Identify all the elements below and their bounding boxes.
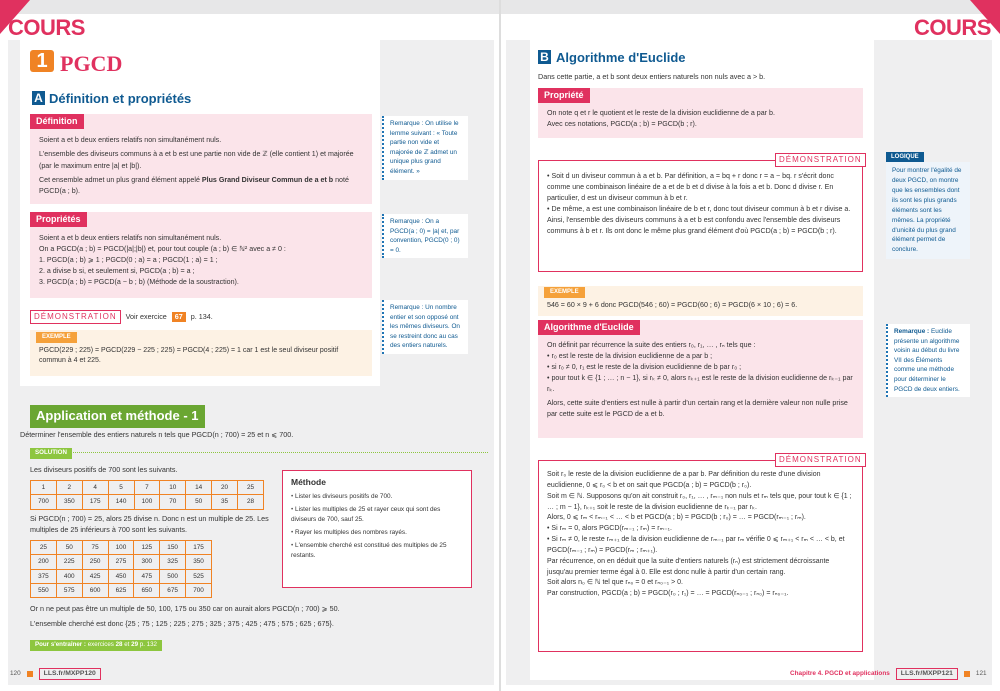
- table-cell: 350: [186, 555, 212, 569]
- algorithm-line-1: On définit par récurrence la suite des entiers r₀, r₁, … , rₙ tels que :: [547, 341, 756, 350]
- table-cell: 400: [56, 569, 82, 583]
- demo-text: Voir exercice: [125, 311, 167, 321]
- properties-heading: Propriétés: [30, 212, 87, 227]
- table-cell: 175: [186, 541, 212, 555]
- algorithm-bullet-2-text: si r₀ ≠ 0, r₁ est le reste de la division euclidienne de b par r₀ ;: [551, 363, 742, 372]
- table-cell: 525: [186, 569, 212, 583]
- example-right-box: [538, 286, 863, 316]
- table-cell: 10: [160, 481, 186, 495]
- table-cell: 500: [160, 569, 186, 583]
- demo1-text-3: Ainsi, l'ensemble des diviseurs communs à a et b est confondu avec l'ensemble des diviseurs communs à b et r. Ils ont donc le même plus grand élément d'où PGCD(a ; b) = PGCD(b ; r).: [547, 215, 841, 235]
- left-footer: [10, 668, 101, 680]
- cours-label-right: COURS: [914, 15, 991, 40]
- table-cell: 475: [134, 569, 160, 583]
- train-label: Pour s'entraîner :: [35, 641, 86, 648]
- train-exercises: exercices: [87, 641, 114, 648]
- definition-box: [30, 114, 372, 204]
- table-cell: 325: [160, 555, 186, 569]
- page-number-right: 121: [975, 670, 987, 678]
- table-cell: 125: [134, 541, 160, 555]
- remark-1: Remarque : On utilise le lemme suivant : « Toute partie non vide et majorée de ℤ admet un unique plus grand élément. »: [382, 116, 468, 180]
- algorithm-bullet-1-text: r₀ est le reste de la division euclidienne de a par b ;: [551, 352, 713, 361]
- logique-tag: LOGIQUE: [886, 152, 924, 163]
- table-cell: 425: [82, 569, 108, 583]
- table-cell: 2: [56, 481, 82, 495]
- remark-euclide: [886, 324, 970, 397]
- demo2-text-5: Si rₘ ≠ 0, le reste rₘ₊₁ de la division euclidienne de rₘ₋₁ par rₘ vérifie 0 ⩽ rₘ₊₁ < rₘ < … < b, et PGCD(rₘ₋₁ ; rₘ) = PGCD(rₘ ; rₘ₊₁).: [547, 536, 845, 554]
- demo-exercise-number[interactable]: 67: [172, 312, 186, 322]
- table-cell: 5: [108, 481, 134, 495]
- solution-line-4: L'ensemble cherché est donc {25 ; 75 ; 125 ; 225 ; 275 ; 325 ; 375 ; 425 ; 475 ; 575 ; 625 ; 675}.: [30, 619, 334, 628]
- methode-box: [282, 470, 472, 588]
- subsection-b-title: Algorithme d'Euclide: [556, 50, 686, 65]
- algorithm-box: [538, 320, 863, 438]
- table-cell: 600: [82, 583, 108, 597]
- properties-box: [30, 212, 372, 298]
- table-row: [31, 569, 212, 583]
- train-and: et: [124, 641, 130, 648]
- properties-line-4: 2. a divise b si, et seulement si, PGCD(a ; b) = a ;: [39, 267, 195, 275]
- page-number-left: 120: [10, 670, 21, 678]
- train-ex-28[interactable]: 28: [115, 641, 123, 648]
- application-question: Déterminer l'ensemble des entiers naturels n tels que PGCD(n ; 700) = 25 et n ⩽ 700.: [20, 430, 294, 439]
- solution-tag: SOLUTION: [30, 448, 72, 459]
- demo2-box: [538, 460, 863, 652]
- algorithm-bullet-1: • r₀ est le reste de la division euclidienne de a par b ;: [547, 352, 713, 361]
- table-row: [31, 583, 212, 597]
- definition-line-3c: noté PGCD(a ; b).: [39, 176, 349, 196]
- train-ex-29[interactable]: 29: [131, 641, 139, 648]
- example-right-tag: EXEMPLE: [544, 287, 585, 298]
- table-cell: 35: [212, 495, 238, 509]
- footer-square-icon: [964, 671, 970, 677]
- demo2-text-8: Par construction, PGCD(a ; b) = PGCD(r₀ ; r₁) = … = PGCD(rₙ₀₋₁ ; rₙ₀) = rₙ₀₋₁.: [547, 590, 789, 598]
- page-gutter: [499, 0, 501, 691]
- table-cell: 550: [31, 583, 57, 597]
- properties-line-1: Soient a et b deux entiers relatifs non simultanément nuls.: [39, 234, 222, 243]
- logique-text: Pour montrer l'égalité de deux PGCD, on montre que les ensembles dont ils sont les plus grands éléments sont les mêmes. La propriété d'unicité du plus grand élément permet de conclure.: [886, 162, 970, 259]
- subsection-a-badge: A: [32, 91, 45, 105]
- demo1-tag: DÉMONSTRATION: [775, 153, 866, 167]
- application-title: Application et méthode - 1: [30, 405, 205, 428]
- multiples-table: [30, 540, 212, 598]
- demo-reference: [30, 310, 213, 324]
- methode-item: • Rayer les multiples des nombres rayés.: [291, 528, 463, 538]
- lls-link-left[interactable]: LLS.fr/MXPP120: [39, 668, 101, 680]
- section-number: 1: [30, 50, 54, 72]
- demo-tag: DÉMONSTRATION: [30, 310, 121, 324]
- right-footer: [790, 668, 987, 680]
- demo2-item-4: • Si rₘ = 0, alors PGCD(rₘ₋₁ ; rₘ) = rₘ₋₁.: [547, 525, 672, 533]
- demo1-text-1: Soit d un diviseur commun à a et b. Par définition, a = bq + r donc r = a − bq. r s'écrit donc comme une combinaison linéaire de a et de b et d divise à la fois a et b. Donc d divise r. En particulier, d est un diviseur commun à b et r.: [547, 172, 834, 202]
- example-right-text: 546 = 60 × 9 + 6 donc PGCD(546 ; 60) = PGCD(60 ; 6) = PGCD(6 × 10 ; 6) = 6.: [547, 300, 798, 309]
- subsection-b-badge: B: [538, 50, 551, 64]
- demo1-item-1: • Soit d un diviseur commun à a et b. Par définition, a = bq + r donc r = a − bq. r s'écrit donc comme une combinaison linéaire de a et de b et d divise à la fois a et b. Donc d divise r. En particulier, d est un diviseur commun à b et r.: [547, 172, 834, 202]
- table-cell: 150: [160, 541, 186, 555]
- property-line-1: On note q et r le quotient et le reste de la division euclidienne de a par b.: [547, 109, 775, 118]
- solution-divider: [68, 452, 488, 453]
- table-cell: 650: [134, 583, 160, 597]
- table-cell: 575: [56, 583, 82, 597]
- table-cell: 20: [212, 481, 238, 495]
- table-cell: 675: [160, 583, 186, 597]
- demo2-item-5: • Si rₘ ≠ 0, le reste rₘ₊₁ de la division euclidienne de rₘ₋₁ par rₘ vérifie 0 ⩽ rₘ₊₁ < rₘ < … < b, et PGCD(rₘ₋₁ ; rₘ) = PGCD(rₘ ; rₘ₊₁).: [547, 536, 845, 554]
- lls-link-right[interactable]: LLS.fr/MXPP121: [896, 668, 958, 680]
- table-cell: 25: [31, 541, 57, 555]
- methode-item: • L'ensemble cherché est constitué des multiples de 25 restants.: [291, 541, 463, 561]
- demo2-text-4: Si rₘ = 0, alors PGCD(rₘ₋₁ ; rₘ) = rₘ₋₁.: [551, 525, 672, 533]
- table-cell: 375: [31, 569, 57, 583]
- table-cell: 50: [186, 495, 212, 509]
- demo-page: p. 134.: [190, 311, 213, 321]
- demo1-box: [538, 160, 863, 272]
- train-band: [30, 640, 162, 651]
- table-cell: 140: [108, 495, 134, 509]
- table-cell: 50: [56, 541, 82, 555]
- remark-euclide-text: Euclide présente un algorithme voisin au début du livre VII des Éléments comme une méthode pour déterminer le PGCD de deux entiers.: [894, 328, 960, 393]
- demo2-text-2: Soit m ∈ ℕ. Supposons qu'on ait construit r₀, r₁, … , rₘ₋₁ non nuls et rₘ tels que, pour tout k ∈ {1 ; … ; m − 1}, rₖ₊₁ soit le reste de la division euclidienne de rₖ₋₁ par rₖ.: [547, 492, 852, 511]
- table-cell: 70: [160, 495, 186, 509]
- table-cell: 700: [186, 583, 212, 597]
- table-cell: 1: [31, 481, 57, 495]
- definition-line-1: Soient a et b deux entiers relatifs non simultanément nuls.: [39, 136, 222, 145]
- table-cell: 7: [134, 481, 160, 495]
- demo2-text-3: Alors, 0 ⩽ rₘ < rₘ₋₁ < … < b et PGCD(a ; b) = PGCD(b ; r₀) = … = PGCD(rₘ₋₁ ; rₘ).: [547, 514, 806, 522]
- section-title: PGCD: [60, 51, 123, 76]
- definition-line-2: L'ensemble des diviseurs communs à a et b est une partie non vide de ℤ (elle contient 1) et majorée (par le maximum entre |a| et |b|).: [39, 150, 354, 170]
- demo2-text-7: Soit alors n₀ ∈ ℕ tel que rₙ₀ = 0 et rₙ₀₋₁ > 0.: [547, 579, 683, 587]
- remark-euclide-label: Remarque :: [894, 328, 930, 335]
- example-box: [30, 330, 372, 376]
- table-cell: 4: [82, 481, 108, 495]
- definition-line-3a: Cet ensemble admet un plus grand élément appelé: [39, 176, 202, 185]
- table-row: [31, 495, 264, 509]
- table-cell: 350: [56, 495, 82, 509]
- remark-3: Remarque : Un nombre entier et son opposé ont les mêmes diviseurs. On se restreint donc au cas des entiers naturels.: [382, 300, 468, 354]
- divisors-table: [30, 480, 264, 510]
- demo2-tag: DÉMONSTRATION: [775, 453, 866, 467]
- table-cell: 450: [108, 569, 134, 583]
- train-page: p. 132: [139, 641, 157, 648]
- table-row: [31, 555, 212, 569]
- algorithm-bullet-3-text: pour tout k ∈ {1 ; … ; n − 1}, si rₖ ≠ 0, alors rₖ₊₁ est le reste de la division euclidienne de rₖ₋₁ par rₖ.: [547, 374, 853, 393]
- methode-item: • Lister les multiples de 25 et rayer ceux qui sont des diviseurs de 700, sauf 25.: [291, 505, 463, 525]
- table-cell: 175: [82, 495, 108, 509]
- algorithm-bullet-3: • pour tout k ∈ {1 ; … ; n − 1}, si rₖ ≠ 0, alors rₖ₊₁ est le reste de la division euclidienne de rₖ₋₁ par rₖ.: [547, 374, 853, 393]
- table-cell: 14: [186, 481, 212, 495]
- footer-square-icon: [27, 671, 33, 677]
- table-cell: 300: [134, 555, 160, 569]
- table-row: [31, 541, 212, 555]
- algorithm-bullet-2: • si r₀ ≠ 0, r₁ est le reste de la division euclidienne de b par r₀ ;: [547, 363, 742, 372]
- table-cell: 625: [108, 583, 134, 597]
- remark-2: Remarque : On a PGCD(a ; 0) = |a| et, par convention, PGCD(0 ; 0) = 0.: [382, 214, 468, 258]
- methode-title: Méthode: [291, 477, 326, 487]
- properties-line-2: On a PGCD(a ; b) = PGCD(|a|;|b|) et, pour tout couple (a ; b) ∈ ℕ² avec a ≠ 0 :: [39, 245, 286, 254]
- properties-line-5: 3. PGCD(a ; b) = PGCD(a − b ; b) (Méthode de la soustraction).: [39, 277, 239, 286]
- example-text: PGCD(229 ; 225) = PGCD(229 − 225 ; 225) = PGCD(4 ; 225) = 1 car 1 est le seul diviseur positif commun à 4 et 225.: [39, 346, 339, 364]
- demo2-text-1: Soit r₀ le reste de la division euclidienne de a par b. Par définition du reste d'une division euclidienne, 0 ⩽ r₀ < b et on sait que PGCD(a ; b) = PGCD(b ; r₀).: [547, 471, 821, 489]
- example-tag: EXEMPLE: [36, 332, 77, 343]
- table-cell: 28: [238, 495, 264, 509]
- property-heading: Propriété: [538, 88, 590, 103]
- table-cell: 250: [82, 555, 108, 569]
- property-box: [538, 88, 863, 138]
- methode-item: • Lister les diviseurs positifs de 700.: [291, 492, 463, 502]
- cours-label-left: COURS: [8, 15, 85, 40]
- intro-text: Dans cette partie, a et b sont deux entiers naturels non nuls avec a > b.: [538, 72, 766, 81]
- chapter-label: Chapitre 4. PGCD et applications: [790, 670, 890, 678]
- demo1-text-2: De même, a est une combinaison linéaire de b et r, donc tout diviseur commun à b et r divise a.: [551, 204, 851, 213]
- solution-line-1: Les diviseurs positifs de 700 sont les suivants.: [30, 465, 178, 474]
- table-row: [31, 481, 264, 495]
- demo1-item-2: • De même, a est une combinaison linéaire de b et r, donc tout diviseur commun à b et r divise a.: [547, 204, 851, 213]
- definition-term: Plus Grand Diviseur Commun de a et b: [201, 176, 334, 185]
- table-cell: 700: [31, 495, 57, 509]
- table-cell: 75: [82, 541, 108, 555]
- table-cell: 25: [238, 481, 264, 495]
- definition-heading: Définition: [30, 114, 84, 129]
- solution-line-3: Or n ne peut pas être un multiple de 50, 100, 175 ou 350 car on aurait alors PGCD(n ; 700) ⩾ 50.: [30, 604, 340, 613]
- table-cell: 100: [108, 541, 134, 555]
- table-cell: 200: [31, 555, 57, 569]
- table-cell: 225: [56, 555, 82, 569]
- algorithm-heading: Algorithme d'Euclide: [538, 320, 640, 335]
- algorithm-line-2: Alors, cette suite d'entiers est nulle à partir d'un certain rang et la dernière valeur non nulle prise par cette suite est le PGCD de a et b.: [547, 398, 848, 418]
- property-line-2: Avec ces notations, PGCD(a ; b) = PGCD(b ; r).: [547, 120, 697, 129]
- solution-line-2: Si PGCD(n ; 700) = 25, alors 25 divise n. Donc n est un multiple de 25. Les multiples de 25 inférieurs à 700 sont les suivants.: [30, 514, 269, 534]
- table-cell: 100: [134, 495, 160, 509]
- subsection-a-title: Définition et propriétés: [49, 91, 192, 106]
- properties-line-3: 1. PGCD(a ; b) ⩾ 1 ; PGCD(0 ; a) = a ; PGCD(1 ; a) = 1 ;: [39, 256, 218, 265]
- table-cell: 275: [108, 555, 134, 569]
- demo2-text-6: Par récurrence, on en déduit que la suite d'entiers naturels (rₙ) est strictement décroissante jusqu'au premier terme égal à 0. Elle est donc nulle à partir d'un certain rang.: [547, 557, 830, 576]
